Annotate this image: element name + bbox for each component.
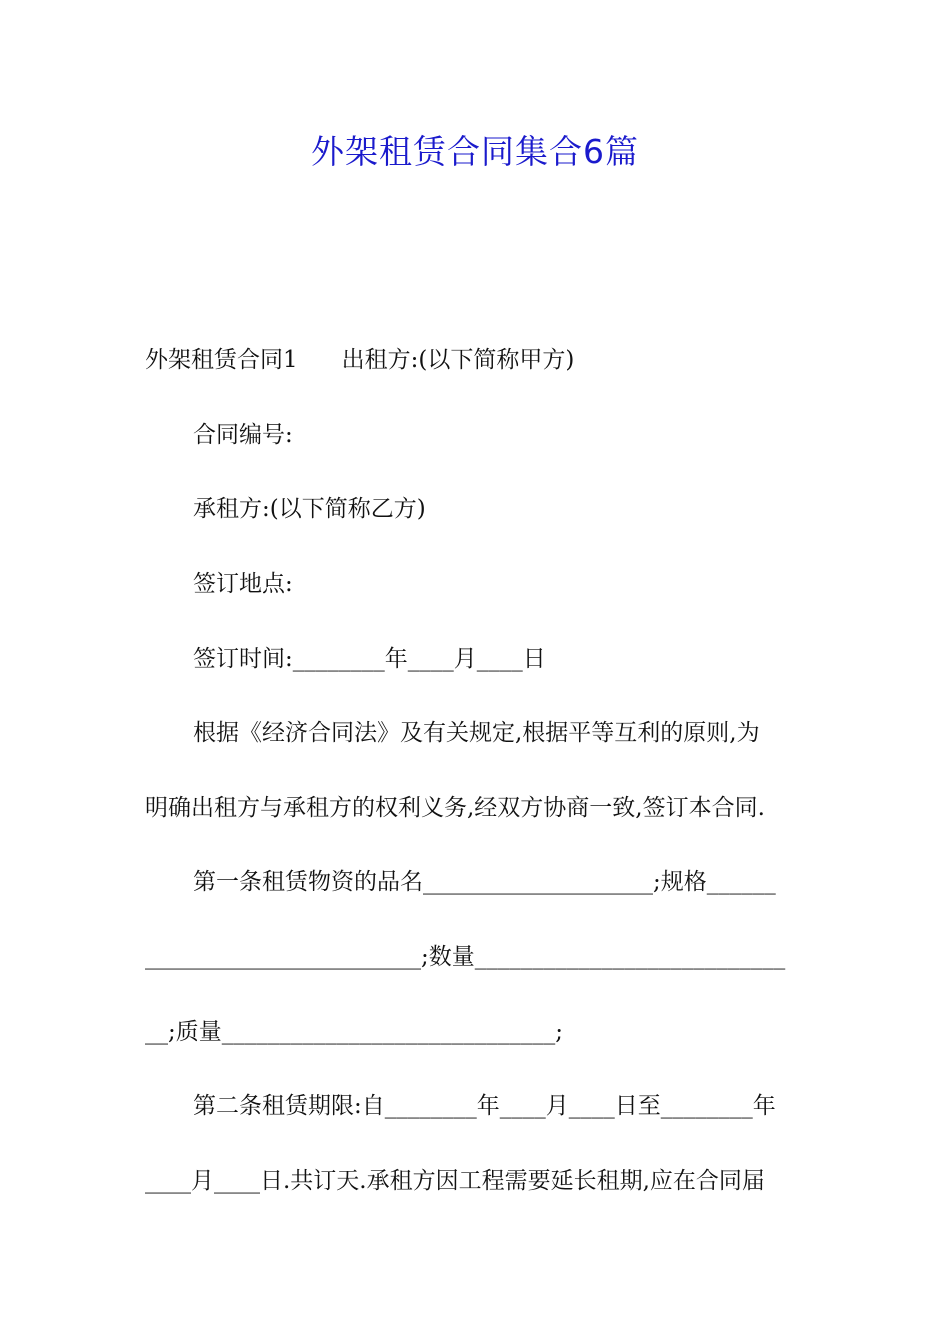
lessor-label: 出租方:(以下简称甲方) <box>341 347 575 373</box>
article-1-line-3: __;质量_____________________________; <box>145 1019 563 1045</box>
document-title: 外架租赁合同集合6篇 <box>311 132 639 171</box>
contract-number-heading: 外架租赁合同1 <box>145 347 298 373</box>
signing-place-field: 签订地点: <box>193 571 293 597</box>
contract-number-field: 合同编号: <box>193 422 293 448</box>
article-1-line-2: ________________________;数量___________________________ <box>145 944 786 970</box>
article-2-line-2: ____月____日.共订天.承租方因工程需要延长租期,应在合同届 <box>145 1168 765 1194</box>
lessee-label: 承租方:(以下简称乙方) <box>193 496 426 522</box>
preamble-line-2: 明确出租方与承租方的权利义务,经双方协商一致,签订本合同. <box>145 795 765 821</box>
preamble-line-1: 根据《经济合同法》及有关规定,根据平等互利的原则,为 <box>193 720 760 746</box>
article-2-line-1: 第二条租赁期限:自________年____月____日至________年 <box>193 1093 776 1119</box>
signing-time-field: 签订时间:________年____月____日 <box>193 646 546 672</box>
contract-heading-line <box>145 344 810 376</box>
article-1-line-1: 第一条租赁物资的品名____________________;规格______ <box>193 869 776 895</box>
